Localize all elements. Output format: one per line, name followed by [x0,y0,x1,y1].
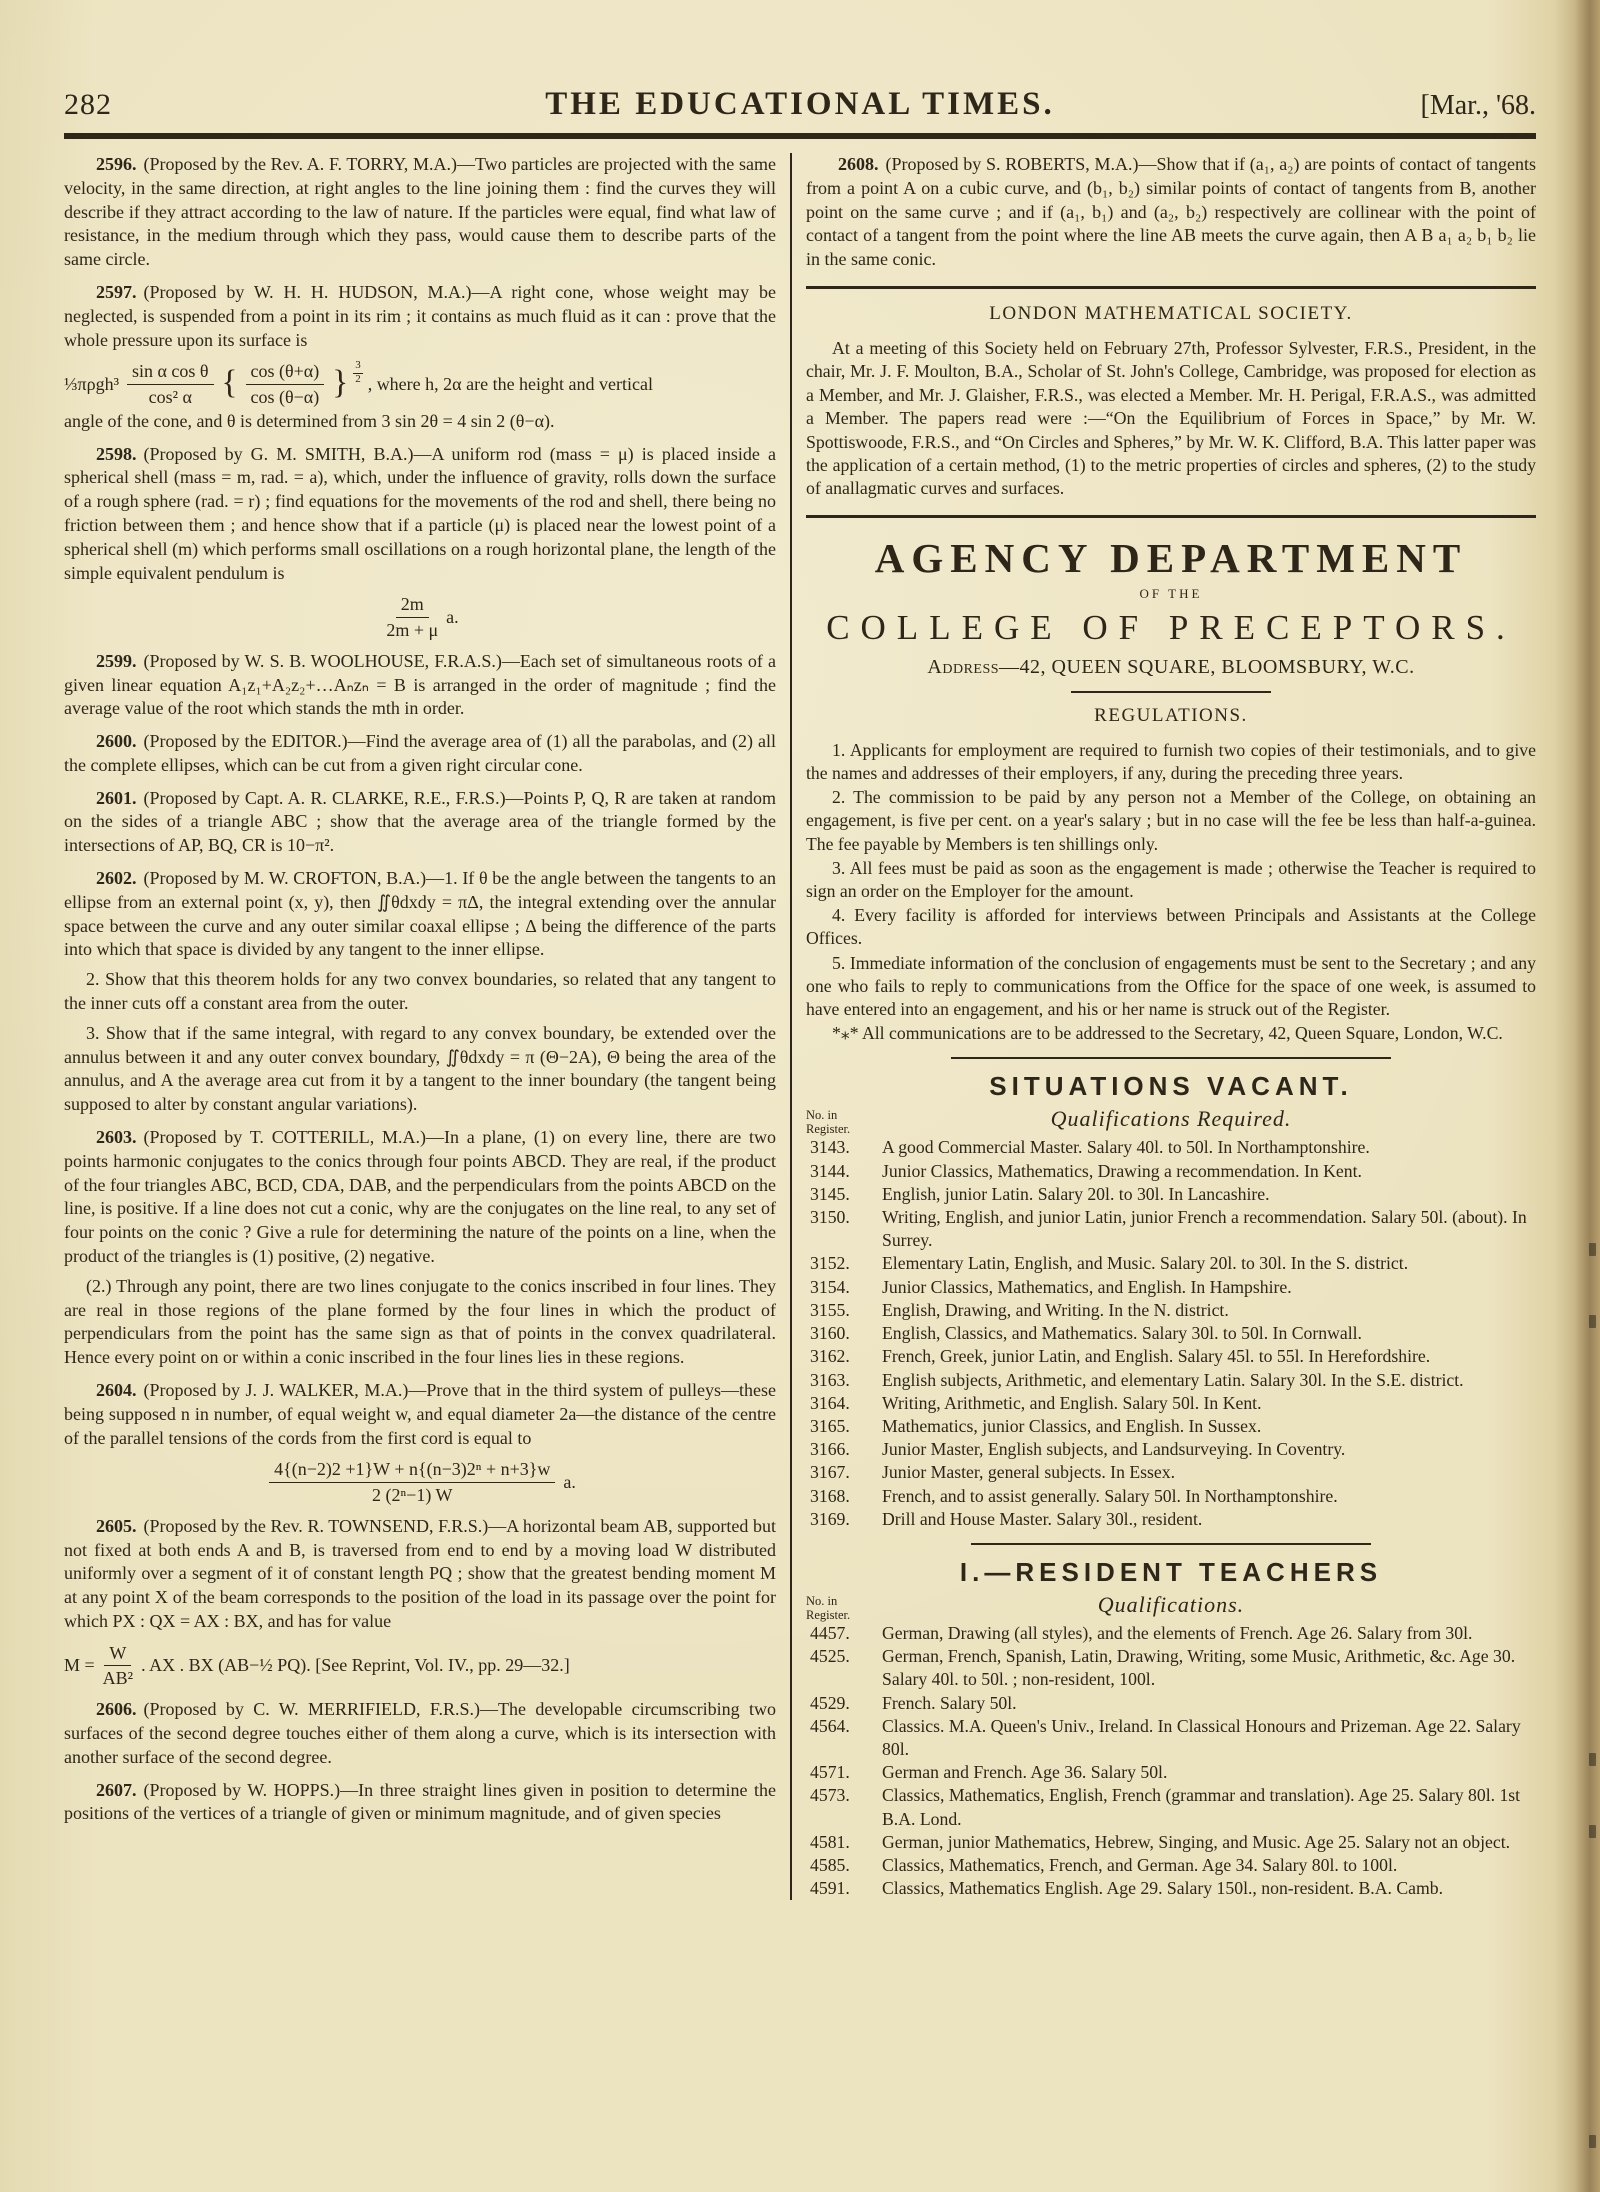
regulation-item: 1. Applicants for employment are required to furnish two copies of their testimonials, and to give the names and addresses of their employers, if any, during the preceding three years. [806,739,1536,784]
problem-2603 [64,1126,776,1269]
register-number: 4573. [810,1785,850,1806]
problem-number: 2599. [96,650,137,671]
problem-2599 [64,650,776,721]
problem-number: 2596. [96,154,137,174]
issue-date: [Mar., '68. [1420,90,1536,121]
page-edge-shadow [1554,0,1600,2192]
adjacent-page-text-fragment [1589,1753,1596,1766]
vacancy-row [806,1183,1536,1206]
exponent-fraction [353,360,363,385]
teacher-text: Classics. M.A. Queen's Univ., Ireland. In Classical Honours and Prizeman. Age 22. Salary 80l. [882,1715,1521,1759]
problem-body: (Proposed by W. S. B. WOOLHOUSE, F.R.A.S.)—Each set of simultaneous roots of a given linear equation A₁z₁+A₂z₂+…Aₙzₙ = B is arranged in the order of magnitude ; find the average value of the root which stands the mth in order. [64,650,776,719]
problem-number: 2602. [96,868,137,889]
equation-prefix: M = [64,1655,95,1676]
teacher-row [806,1715,1536,1761]
register-number: 3164. [810,1392,850,1413]
problem-number: 2600. [96,731,137,752]
fraction-denominator: 2m + μ [386,620,439,641]
teacher-row [806,1622,1536,1645]
problem-body: (Proposed by C. W. MERRIFIELD, F.R.S.)—The developable circumscribing two surfaces of the second degree touches either of them along a curve, which is its intersection with another surface of the second degree. [64,1699,776,1767]
page-number: 282 [64,88,112,121]
vacancy-row [806,1392,1536,1415]
vacancy-text: Junior Master, English subjects, and Landsurveying. In Coventry. [882,1439,1346,1460]
vacancy-text: French, Greek, junior Latin, and English. Salary 45l. to 55l. In Herefordshire. [882,1346,1431,1367]
register-number: 3154. [810,1276,850,1297]
fraction-numerator: 2m [396,594,429,618]
vacancy-text: French, and to assist generally. Salary 50l. In Northamptonshire. [882,1485,1338,1506]
register-label-line2: Register. [806,1122,851,1137]
teacher-text: French. Salary 50l. [882,1692,1017,1713]
fraction [269,1459,555,1505]
fraction [103,1643,133,1689]
register-column-label [806,1108,850,1136]
register-number: 3163. [810,1369,850,1390]
fraction-denominator: AB² [102,1668,134,1689]
register-number: 3155. [810,1299,850,1320]
vacancy-text: Junior Classics, Mathematics, and English. In Hampshire. [882,1276,1292,1297]
teacher-text: German and French. Age 36. Salary 50l. [882,1762,1168,1783]
problem-body: (Proposed by W. HOPPS.)—In three straight lines given in position to determine the positions of the vertices of a triangle of given or minimum magnitude, and of given species [64,1779,776,1824]
fraction-numerator: W [104,1643,131,1667]
equation-2598 [64,594,776,640]
vacancy-text: English subjects, Arithmetic, and elementary Latin. Salary 30l. In the S.E. district. [882,1369,1464,1390]
header-double-rule [64,133,1536,139]
problem-body: 2. Show that this theorem holds for any two convex boundaries, so related that any tangent to the inner cuts off a constant area from the outer. [64,969,776,1014]
register-number: 3162. [810,1346,850,1367]
open-brace: { [221,363,238,401]
teacher-text: German, French, Spanish, Latin, Drawing, Writing, some Music, Arithmetic, &c. Age 30. Salary 40l. to 50l. ; non-resident, 100l. [882,1646,1516,1690]
equation-suffix: a. [446,606,459,627]
teacher-text: Classics, Mathematics, French, and German. Age 34. Salary 80l. to 100l. [882,1854,1398,1875]
vacancy-text: Writing, Arithmetic, and English. Salary 50l. In Kent. [882,1392,1262,1413]
teacher-row [806,1692,1536,1715]
adjacent-page-text-fragment [1589,1315,1596,1328]
regulation-item: 2. The commission to be paid by any person not a Member of the College, on obtaining an engagement, is five per cent. on a year's salary ; but in no case will the fee be less than half-a-guinea. The fee payable by Members is ten shillings only. [806,787,1536,854]
vacancy-row [806,1252,1536,1275]
register-number: 4571. [810,1762,850,1783]
problem-2606 [64,1698,776,1769]
equation-2604 [64,1459,776,1505]
lms-report: At a meeting of this Society held on February 27th, Professor Sylvester, F.R.S., President, in the chair, Mr. J. F. Moulton, B.A., Scholar of St. John's College, Cambridge, was proposed for election as a Member, and Mr. J. Glaisher, F.R.S., was elected a Member. Mr. H. Perigal, F.R.A.S., was admitted a Member. The papers read were :—“On the Equilibrium of Forces in Space,” by Mr. W. Spottiswoode, F.R.S., and “On Circles and Spheres,” by Mr. W. K. Clifford, B.A. This latter paper was the application of a certain method, (1) to the metric properties of circles and spheres, (2) to the study of anallagmatic curves and surfaces. [806,337,1536,499]
problem-number: 2598. [96,443,137,464]
adjacent-page-text-fragment [1589,1243,1596,1256]
vacancy-text: Drill and House Master. Salary 30l., resident. [882,1508,1203,1529]
vacancy-text: Writing, English, and junior Latin, junior French a recommendation. Salary 50l. (about). In Surrey. [882,1207,1527,1251]
vacancy-text: Mathematics, junior Classics, and English. In Sussex. [882,1415,1262,1436]
teacher-row [806,1877,1536,1900]
register-number: 4591. [810,1878,850,1899]
equation-2597 [64,361,776,407]
short-rule [1071,691,1271,693]
problem-2596 [64,153,776,272]
teacher-text: Classics, Mathematics English. Age 29. Salary 150l., non-resident. B.A. Camb. [882,1878,1444,1899]
problem-number: 2597. [96,281,137,302]
right-column [806,153,1536,1900]
problem-body: (Proposed by S. ROBERTS, M.A.)—Show that if (a₁, a₂) are points of contact of tangents from a point A on a cubic curve, and (b₁, b₂) similar points of contact of tangents from B, another point on the same curve ; and if (a₁, b₁) and (a₂, b₂) respectively are collinear with the point of contact of a tangent from the point where the line AB meets the curve again, then A B a₁ a₂ b₁ b₂ lie in the same conic. [806,154,1536,270]
teacher-text: German, Drawing (all styles), and the elements of French. Age 26. Salary from 30l. [882,1622,1473,1643]
vacancy-row [806,1276,1536,1299]
register-number: 3150. [810,1207,850,1228]
register-number: 4457. [810,1622,850,1643]
section-double-rule [806,515,1536,518]
problem-number: 2605. [96,1515,137,1536]
fraction [386,594,438,640]
problem-body: angle of the cone, and θ is determined from 3 sin 2θ = 4 sin 2 (θ−α). [64,410,555,431]
vacancy-row [806,1369,1536,1392]
close-brace: } [332,363,349,401]
regulation-note: *⁎* All communications are to be addressed to the Secretary, 42, Queen Square, London, W.C. [832,1023,1503,1044]
problem-2597-continued [64,410,776,434]
register-number: 4525. [810,1646,850,1667]
page-header [64,0,1536,123]
problem-number: 2603. [96,1127,137,1148]
column-divider-rule [790,153,792,1900]
problem-2604 [64,1379,776,1450]
problem-2602-part2 [64,968,776,1016]
register-number: 3143. [810,1137,850,1158]
fraction [246,361,325,407]
register-number: 4585. [810,1854,850,1875]
teacher-row [806,1831,1536,1854]
register-number: 3145. [810,1183,850,1204]
journal-title: THE EDUCATIONAL TIMES. [545,86,1055,122]
vacancy-row [806,1322,1536,1345]
vacancy-row [806,1485,1536,1508]
problem-body: (Proposed by J. J. WALKER, M.A.)—Prove that in the third system of pulleys—these being supposed n in number, of equal weight w, and equal diameter 2a—the distance of the centre of the parallel tensions of the cords from the first cord is equal to [64,1380,776,1448]
resident-subheader [806,1591,1536,1622]
register-number: 3168. [810,1485,850,1506]
register-number: 3167. [810,1462,850,1483]
equation-suffix: . AX . BX (AB−½ PQ). [See Reprint, Vol. IV., pp. 29—32.] [141,1655,570,1676]
register-number: 4564. [810,1715,850,1736]
regulation-item: 5. Immediate information of the conclusion of engagements must be sent to the Secretary ; and any one who fails to reply to communications from the Office for the space of one week, is assumed to have entered into an engagement, and his or her name is struck out of the Register. [806,952,1536,1020]
vacancy-text: English, Drawing, and Writing. In the N. district. [882,1299,1229,1320]
register-number: 3166. [810,1439,850,1460]
problem-2597 [64,281,776,352]
short-rule [951,1057,1391,1059]
short-rule [971,1543,1371,1545]
register-label-line1: No. in [806,1108,838,1123]
problem-body: (Proposed by T. COTTERILL, M.A.)—In a plane, (1) on every line, there are two points harmonic conjugates to the conics through four points ABCD. They are real, if the product of the four triangles ABC, BCD, CDA, DAB, and the perpendiculars from the points ABCD on the line, is positive. If a line does not cut a conic, why are the conjugates on the line real, to any set of four points on the conic ? Give a rule for determining the nature of the points on a line, when the product of the triangles is (1) positive, (2) negative. [64,1127,776,1267]
equation-2605 [64,1643,776,1689]
problem-2607 [64,1779,776,1827]
problem-body: (Proposed by W. H. H. HUDSON, M.A.)—A right cone, whose weight may be neglected, is suspended from a point in its rim ; it contains as much fluid as it can : prove that the whole pressure upon its surface is [64,281,776,350]
vacancy-text: Junior Classics, Mathematics, Drawing a recommendation. In Kent. [882,1160,1362,1181]
two-column-body [64,153,1536,1900]
problem-2605 [64,1515,776,1634]
vacancy-row [806,1299,1536,1322]
vacancy-text: English, junior Latin. Salary 20l. to 30l. In Lancashire. [882,1183,1270,1204]
equation-prefix: ⅓πρgh³ [64,373,119,394]
exponent-numerator: 3 [353,360,363,374]
register-number: 3144. [810,1160,850,1181]
vacancy-text: A good Commercial Master. Salary 40l. to 50l. In Northamptonshire. [882,1137,1370,1158]
register-number: 3152. [810,1253,850,1274]
register-number: 3169. [810,1508,850,1529]
fraction-denominator: cos (θ−α) [250,387,320,408]
agency-department-heading: AGENCY DEPARTMENT [874,534,1468,581]
problem-body: (Proposed by Capt. A. R. CLARKE, R.E., F.R.S.)—Points P, Q, R are taken at random on the sides of a triangle ABC ; show that the average area of the triangle formed by the intersections of AP, BQ, CR is 10−π². [64,787,776,856]
problem-number: 2606. [96,1699,137,1720]
problem-body: (Proposed by M. W. CROFTON, B.A.)—1. If θ be the angle between the tangents to an ellipse from an external point (x, y), then ∬θdxdy = πΔ, the integral extending over the annular space between the curve and any outer similar coaxal ellipse ; Δ being the difference of the parts into which that space is divided by any tangent to the inner ellipse. [64,868,776,960]
adjacent-page-text-fragment [1589,1825,1596,1838]
register-number: 4529. [810,1692,850,1713]
regulations-heading: REGULATIONS. [1094,704,1248,726]
problem-2608 [806,153,1536,272]
vacancy-row [806,1136,1536,1159]
left-column [64,153,776,1900]
vacancy-text: Elementary Latin, English, and Music. Salary 20l. to 30l. In the S. district. [882,1253,1409,1274]
problem-body: (Proposed by the Rev. R. TOWNSEND, F.R.S.)—A horizontal beam AB, supported but not fixed at both ends A and B, is traversed from end to end by a moving load W distributed uniformly over a segment of it of constant length PQ ; show that the greatest bending moment M at any point X of the beam corresponds to the position of the load in its passage over the point for which PX : QX = AX : BX, and has for value [64,1515,776,1631]
problem-number: 2607. [96,1779,137,1800]
resident-teachers-heading: I.—RESIDENT TEACHERS [959,1556,1383,1587]
qualifications-label: Qualifications. [1097,1591,1245,1617]
problem-2602-part3 [64,1022,776,1117]
register-label-line1: No. in [806,1593,838,1608]
equation-suffix: , where h, 2α are the height and vertical [367,373,653,394]
situations-list [806,1136,1536,1530]
teacher-row [806,1784,1536,1830]
qualifications-required-label: Qualifications Required. [1050,1106,1292,1132]
vacancy-text: Junior Master, general subjects. In Essex. [882,1462,1176,1483]
lms-heading: LONDON MATHEMATICAL SOCIETY. [989,302,1353,324]
of-the-label: OF THE [1139,585,1203,601]
problem-body: (Proposed by the EDITOR.)—Find the average area of (1) all the parabolas, and (2) all the complete ellipses, which can be cut from a given right circular cone. [64,731,776,775]
college-of-preceptors-heading: COLLEGE OF PRECEPTORS. [826,607,1516,647]
problem-2600 [64,730,776,778]
situations-vacant-heading: SITUATIONS VACANT. [989,1071,1353,1102]
section-double-rule [806,286,1536,289]
problem-2603-part2 [64,1275,776,1370]
fraction-denominator: 2 (2ⁿ−1) W [372,1485,453,1506]
vacancy-row [806,1415,1536,1438]
vacancy-text: English, Classics, and Mathematics. Salary 30l. to 50l. In Cornwall. [882,1323,1362,1344]
fraction-denominator: cos² α [148,387,192,408]
problem-2602 [64,867,776,962]
fraction [127,361,214,407]
problem-2598 [64,443,776,586]
register-number: 4581. [810,1831,850,1852]
teacher-text: German, junior Mathematics, Hebrew, Singing, and Music. Age 25. Salary not an object. [882,1831,1511,1852]
regulation-item: 3. All fees must be paid as soon as the engagement is made ; otherwise the Teacher is required to sign an order on the Employer for the amount. [806,857,1536,902]
register-number: 3160. [810,1323,850,1344]
problem-body: (2.) Through any point, there are two lines conjugate to the conics inscribed in four lines. They are real in those regions of the plane formed by the four lines in which the product of perpendiculars from the point has the same sign as that of points in the convex quadrilateral. Hence every point on or within a conic inscribed in the four lines lies in these regions. [64,1275,776,1368]
teacher-text: Classics, Mathematics, English, French (grammar and translation). Age 25. Salary 80l. 1st B.A. Lond. [882,1785,1521,1829]
fraction-numerator: sin α cos θ [127,361,214,385]
problem-2601 [64,787,776,858]
problem-number: 2608. [838,154,879,174]
vacancy-row [806,1438,1536,1461]
fraction-numerator: cos (θ+α) [246,361,325,385]
college-address: Address—42, QUEEN SQUARE, BLOOMSBURY, W.C. [927,655,1415,678]
situations-subheader [806,1106,1536,1137]
vacancy-row [806,1461,1536,1484]
vacancy-row [806,1508,1536,1531]
vacancy-row [806,1160,1536,1183]
problem-number: 2601. [96,787,137,808]
register-column-label [806,1594,850,1622]
vacancy-row [806,1345,1536,1368]
problem-number: 2604. [96,1380,137,1401]
equation-suffix: a. [563,1471,576,1492]
problem-body: 3. Show that if the same integral, with regard to any convex boundary, be extended over the annulus between it and any outer convex boundary, ∬θdxdy = π (Θ−2A), Θ being the area of the annulus, and A the average area cut from it by a tangent to the inner boundary (the tangent being supposed to alter by constant angular variations). [64,1022,776,1115]
regulation-item: 4. Every facility is afforded for interviews between Principals and Assistants at the College Offices. [806,905,1536,949]
vacancy-row [806,1206,1536,1252]
fraction-numerator: 4{(n−2)2 +1}W + n{(n−3)2ⁿ + n+3}w [269,1459,555,1483]
teacher-row [806,1645,1536,1691]
adjacent-page-text-fragment [1589,2135,1596,2148]
resident-teachers-list [806,1622,1536,1900]
teacher-row [806,1761,1536,1784]
exponent-denominator: 2 [355,372,361,385]
teacher-row [806,1854,1536,1877]
problem-body: (Proposed by the Rev. A. F. TORRY, M.A.)—Two particles are projected with the same velocity, in the same direction, at right angles to the line joining them : find the curves they will describe if they attract according to the law of nature. If the particles were equal, find what law of resistance, in the medium through which they pass, would cause them to describe parts of the same circle. [64,154,776,270]
problem-body: (Proposed by G. M. SMITH, B.A.)—A uniform rod (mass = μ) is placed inside a spherical shell (mass = m, rad. = a), which, under the influence of gravity, rolls down the surface of a rough sphere (rad. = r) ; find equations for the movements of the rod and shell, there being no friction between them ; and hence show that if a particle (μ) is placed near the lowest point of a spherical shell (m) which performs small oscillations on a rough horizontal plane, the length of the simple equivalent pendulum is [64,443,776,583]
register-number: 3165. [810,1415,850,1436]
register-label-line2: Register. [806,1607,851,1622]
